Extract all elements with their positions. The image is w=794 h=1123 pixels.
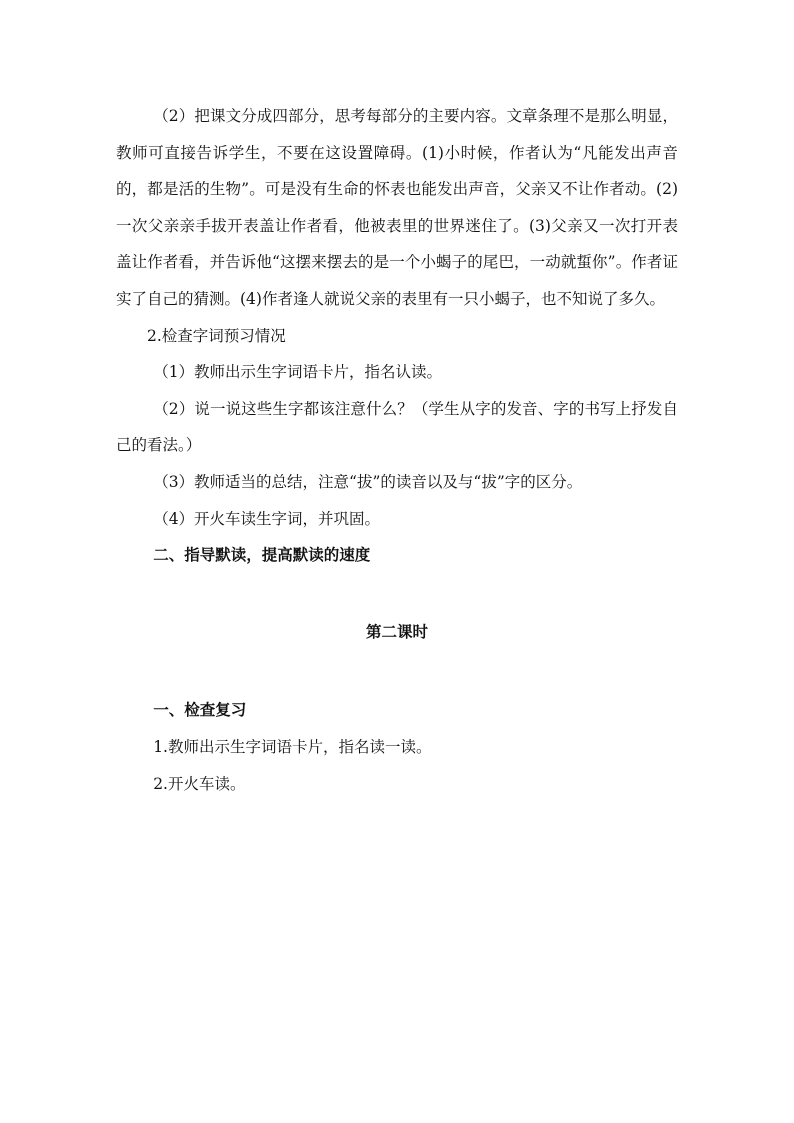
heading-vocab-check: 2.检查字词预习情况 [147, 326, 286, 345]
paragraph-structure: （2）把课文分成四部分，思考每部分的主要内容。文章条理不是那么明显，教师可直接告诉学生，不要在这设置障碍。(1)小时候，作者认为“凡能发出声音的，都是活的生物”。可是没有生命的怀表也能发出声音，父亲又不让作者动。(2)一次父亲亲手拔开表盖让作者看，他被表里的世界迷住了。(3)父亲又一次打开表盖让作者看，并告诉他“这摆来摆去的是一个小蝎子的尾巴，一动就蜇你”。作者证实了自己的猜测。(4)作者逢人就说父亲的表里有一只小蝎子，也不知说了多久。 [116, 107, 678, 308]
section-heading-review: 一、检查复习 [153, 700, 247, 720]
review-item-1: 1.教师出示生字词语卡片，指名读一读。 [153, 737, 432, 756]
review-item-2: 2.开火车读。 [153, 774, 246, 793]
document-body [116, 98, 678, 802]
list-item-2: （2）说一说这些生字都该注意什么？（学生从字的发音、字的书写上抒发自己的看法。） [116, 399, 678, 455]
spacer [116, 650, 678, 692]
spacer [116, 574, 678, 614]
section-heading-silent-reading: 二、指导默读，提高默读的速度 [153, 545, 371, 565]
list-item-4: （4）开火车读生字词，并巩固。 [153, 509, 381, 528]
lesson-title: 第二课时 [365, 621, 428, 641]
list-item-3: （3）教师适当的总结，注意“拔”的读音以及与“拔”字的区分。 [153, 472, 583, 491]
list-item-1: （1）教师出示生字词语卡片，指名认读。 [153, 363, 443, 382]
